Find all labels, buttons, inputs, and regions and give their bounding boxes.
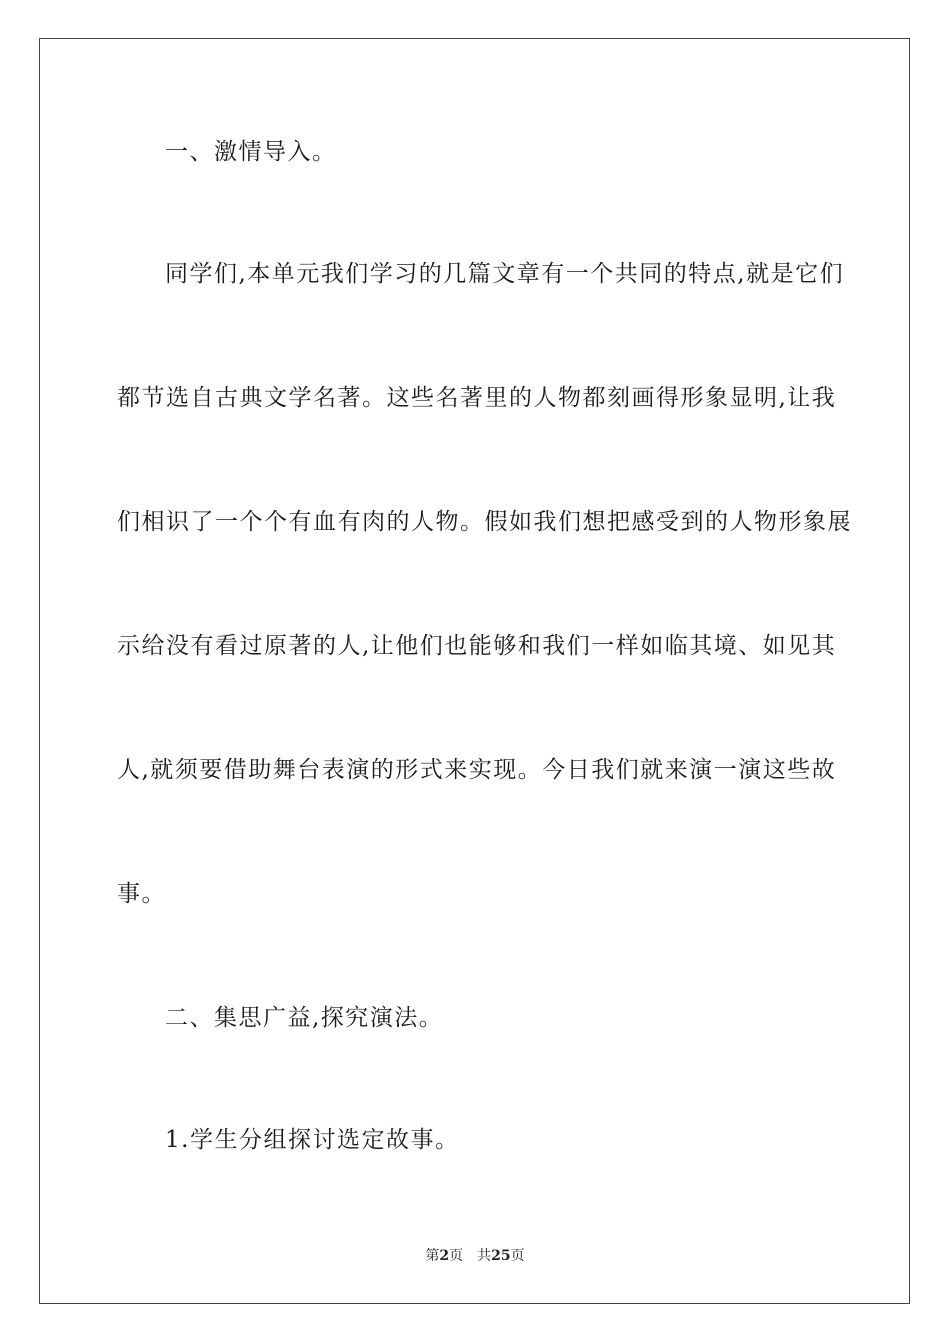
paragraph-line-6: 事。	[117, 881, 166, 907]
footer-page-suffix: 页	[449, 1248, 464, 1264]
footer-page-prefix: 第	[425, 1248, 440, 1264]
paragraph-line-4: 示给没有看过原著的人,让他们也能够和我们一样如临其境、如见其	[117, 633, 837, 659]
page-border	[39, 38, 910, 1304]
footer-total-suffix: 页	[510, 1248, 525, 1264]
paragraph-line-5: 人,就须要借助舞台表演的形式来实现。今日我们就来演一演这些故	[117, 757, 837, 783]
page-footer	[0, 1246, 950, 1266]
paragraph-line-1: 同学们,本单元我们学习的几篇文章有一个共同的特点,就是它们	[165, 261, 845, 287]
footer-total-pages: 25	[491, 1248, 511, 1264]
paragraph-line-3: 们相识了一个个有血有肉的人物。假如我们想把感受到的人物形象展	[117, 509, 852, 535]
footer-page-number: 2	[439, 1248, 450, 1264]
section-heading-1: 一、激情导入。	[165, 139, 337, 165]
footer-total-prefix: 共	[477, 1248, 492, 1264]
paragraph-line-2: 都节选自古典文学名著。这些名著里的人物都刻画得形象显明,让我	[117, 385, 837, 411]
section-heading-2: 二、集思广益,探究演法。	[165, 1005, 444, 1031]
list-item-1: 1.学生分组探讨选定故事。	[165, 1127, 460, 1153]
